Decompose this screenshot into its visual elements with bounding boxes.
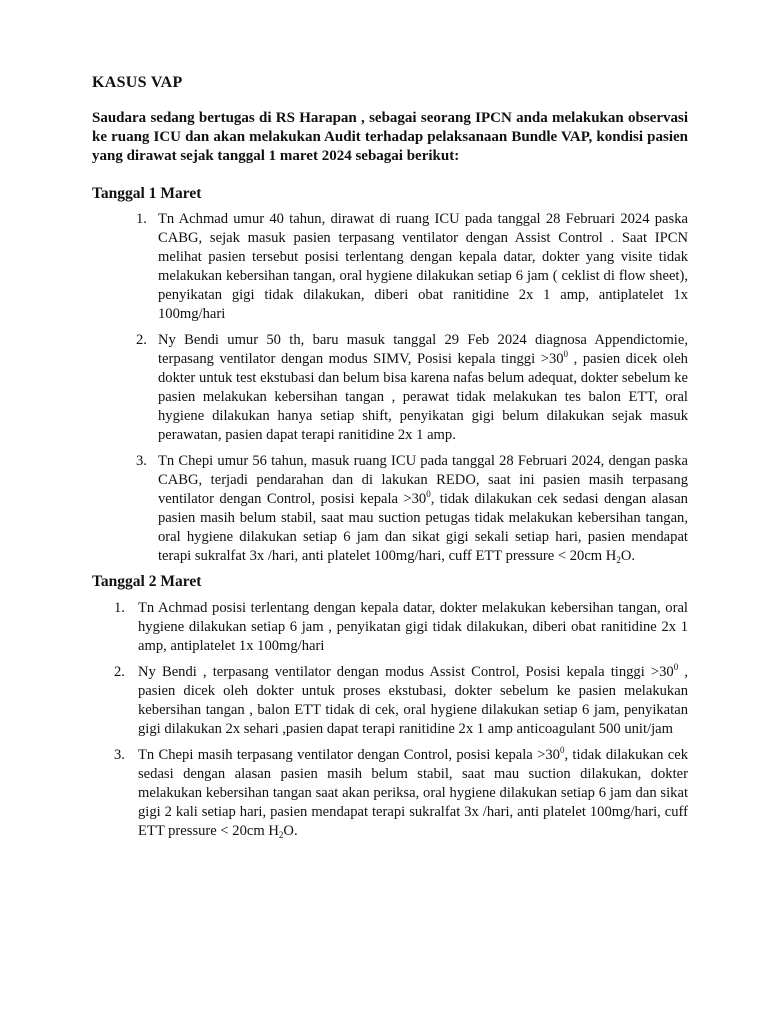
item-text-cont: , tidak dilakukan cek sedasi dengan alasan pasien masih belum stabil, saat mau suction petugas tidak melakukan kebersihan tangan, oral hygiene dilakukan setiap 6 jam dan sikat gigi sekali setiap hari, pasien mendapat terapi sukralfat 3x /hari, anti platelet 100mg/hari, cuff ETT pressure < 20cm H	[158, 491, 688, 564]
section-heading-2-maret: Tanggal 2 Maret	[92, 573, 202, 590]
item-text: Ny Bendi umur 50 th, baru masuk tanggal 29 Feb 2024 diagnosa Appendictomie, terpasang ventilator dengan modus SIMV, Posisi kepala tinggi >30	[158, 332, 688, 367]
degree-superscript: 0	[563, 349, 569, 359]
item-number: 2.	[114, 664, 125, 680]
item-text: Tn Achmad umur 40 tahun, dirawat di ruang ICU pada tanggal 28 Februari 2024 paska CABG, sejak masuk pasien terpasang ventilator dengan Assist Control . Saat IPCN melihat pasien tersebut posisi terlentang dengan kepala datar, dokter yang visite tidak melakukan kebersihan tangan, oral hygiene dilakukan setiap 6 jam ( ceklist di flow sheet), penyikatan gigi tidak dilakukan, diberi obat ranitidine 2x 1 amp, antiplatelet 1x 100mg/hari	[158, 211, 688, 322]
item-text-end: O.	[620, 548, 636, 564]
case-item	[114, 599, 688, 656]
intro-paragraph: Saudara sedang bertugas di RS Harapan , sebagai seorang IPCN anda melakukan observasi ke ruang ICU dan akan melakukan Audit terhadap pelaksanaan Bundle VAP, kondisi pasien yang dirawat sejak tanggal 1 maret 2024 sebagai berikut:	[92, 110, 688, 164]
item-text: Tn Chepi umur 56 tahun, masuk ruang ICU pada tanggal 28 Februari 2024, dengan paska CABG, terjadi pendarahan dan di lakukan REDO, saat ini pasien masih terpasang ventilator dengan Control, posisi kepala >30	[158, 453, 688, 507]
item-number: 2.	[136, 332, 147, 348]
case-list-1-maret	[136, 210, 688, 566]
item-number: 3.	[136, 453, 147, 469]
item-number: 3.	[114, 747, 125, 763]
item-text-end: O.	[283, 823, 298, 839]
item-text-cont: , tidak dilakukan cek sedasi dengan alasan pasien masih belum stabil, saat mau suction dilakukan, dokter melakukan kebersihan tangan saat akan periksa, oral hygiene dilakukan setiap 6 jam dan sikat gigi 2 kali setiap hari, pasien mendapat terapi sukralfat 3x /hari, anti platelet 100mg/hari, cuff ETT pressure < 20cm H	[138, 747, 689, 839]
subscript: 2	[278, 830, 284, 840]
item-text: Tn Chepi masih terpasang ventilator dengan Control, posisi kepala >30	[138, 747, 560, 763]
section-heading-1-maret: Tanggal 1 Maret	[92, 185, 202, 202]
case-item	[136, 331, 688, 445]
item-number: 1.	[114, 600, 125, 616]
degree-superscript: 0	[559, 745, 565, 755]
subscript: 2	[616, 555, 621, 565]
item-text: Tn Achmad posisi terlentang dengan kepala datar, dokter melakukan kebersihan tangan, oral hygiene dilakukan setiap 6 jam , penyikatan gigi tidak dilakukan, diberi obat ranitidine 2x 1 amp, antiplatelet 1x 100mg/hari	[138, 600, 688, 654]
item-text-cont: , pasien dicek oleh dokter untuk test ekstubasi dan belum bisa karena nafas belum adequat, dokter sebelum ke pasien melakukan kebersihan tangan , perawat tidak melakukan tes balon ETT, oral hygiene dilakukan hanya setiap shift, penyikatan gigi belum dilakukan sejak masuk perawatan, pasien dapat terapi ranitidine 2x 1 amp.	[158, 351, 688, 443]
document-title: KASUS VAP	[92, 74, 183, 91]
degree-superscript: 0	[673, 662, 679, 672]
degree-superscript: 0	[426, 489, 431, 499]
case-item	[114, 745, 689, 841]
case-item	[114, 662, 688, 739]
case-item	[136, 210, 688, 324]
case-list-2-maret	[114, 599, 689, 841]
case-item	[136, 452, 688, 566]
item-number: 1.	[136, 211, 147, 227]
item-text-cont: , pasien dicek oleh dokter untuk proses ekstubasi, dokter sebelum ke pasien melakukan kebersihan tangan , balon ETT tidak di cek, oral hygiene dilakukan setiap 6 jam, penyikatan gigi dilakukan 2x sehari ,pasien dapat terapi ranitidine 2x 1 amp anticoagulant 500 unit/jam	[138, 664, 688, 737]
item-text: Ny Bendi , terpasang ventilator dengan modus Assist Control, Posisi kepala tinggi >30	[138, 664, 674, 680]
